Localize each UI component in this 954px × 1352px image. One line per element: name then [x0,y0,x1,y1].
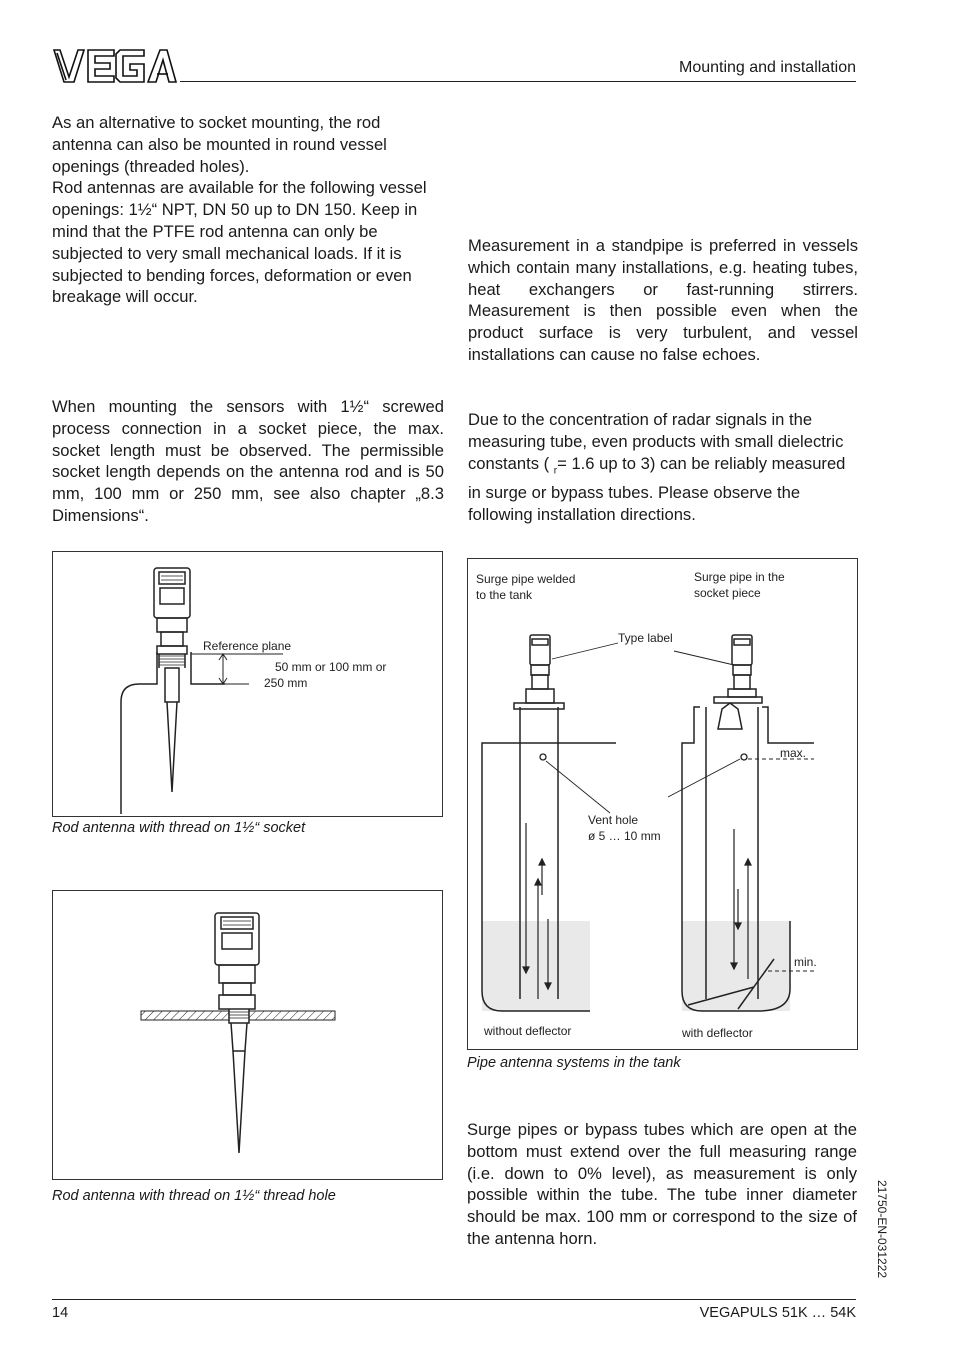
type-label: Type label [618,631,673,645]
caption-rod-socket: Rod antenna with thread on 1½“ socket [52,820,306,836]
dielectric-subscript: r [553,464,558,476]
label-socket-1: Surge pipe in the [694,570,785,584]
socket-paragraph: When mounting the sensors with 1½“ screwed process connection in a socket piece, the max. socket length must be observed. The permissible socket length depends on the antenna rod and is 50 mm, 100 mm or 250 mm, see also chapter „8.3 Dimensions“. [52,397,444,525]
dielectric-paragraph [468,409,858,525]
vent-hole-label-1: Vent hole [588,813,639,827]
intro-paragraph-2: Rod antennas are available for the following vessel openings: 1½“ NPT, DN 50 up to DN 150. Keep in mind that the PTFE rod antenna can only be subjected to very small mechanical loads. If it is subjected to bending forces, deformation or even breakage will occur. [52,178,427,307]
dielectric-text-b: = 1.6 up to 3) can be reliably measured in surge or bypass tubes. Please observe the following installation directions. [468,453,846,524]
figure-pipe-antenna [467,558,858,1050]
socket-length-label-2: 250 mm [264,676,308,690]
standpipe-paragraph: Measurement in a standpipe is preferred in vessels which contain many installations, e.g. heating tubes, heat exchangers or fast-running stirrers. Measurement is then possible even when the product surface is very turbulent, and vessel installations can cause no false echoes. [468,236,858,364]
label-welded-1: Surge pipe welded [476,572,576,586]
document-code: 21750-EN-031222 [875,1179,889,1279]
dielectric-text-a: Due to the concentration of radar signals in the measuring tube, even products with small dielectric constants ( [468,410,844,473]
left-intro [52,112,444,308]
socket-length-label-1: 50 mm or 100 mm or [275,660,387,674]
figure-rod-thread-hole [52,890,443,1180]
caption-pipe-antenna: Pipe antenna systems in the tank [467,1055,681,1071]
intro-paragraph-1: As an alternative to socket mounting, the rod antenna can also be mounted in round vessel openings (threaded holes). [52,113,387,176]
vent-hole-label-2: ø 5 … 10 mm [588,829,661,843]
with-deflector-label: with deflector [682,1026,753,1040]
min-label: min. [794,955,817,969]
without-deflector-label: without deflector [484,1024,572,1038]
figure-rod-socket [52,551,443,817]
footer-product: VEGAPULS 51K … 54K [699,1305,856,1321]
max-label: max. [780,746,807,760]
surge-paragraph: Surge pipes or bypass tubes which are open at the bottom must extend over the full measuring range (i.e. down to 0% level), as measurement is only possible within the tube. The tube inner diameter should be max. 100 mm or correspond to the size of the antenna horn. [467,1120,857,1248]
label-welded-2: to the tank [476,588,533,602]
caption-rod-thread-hole: Rod antenna with thread on 1½“ thread hole [52,1188,336,1204]
vega-logo [52,48,178,84]
footer-rule [52,1299,856,1300]
page-number: 14 [52,1305,69,1321]
header-rule [180,81,856,82]
section-title: Mounting and installation [678,59,856,76]
reference-plane-label: Reference plane [203,639,292,653]
label-socket-2: socket piece [694,586,761,600]
